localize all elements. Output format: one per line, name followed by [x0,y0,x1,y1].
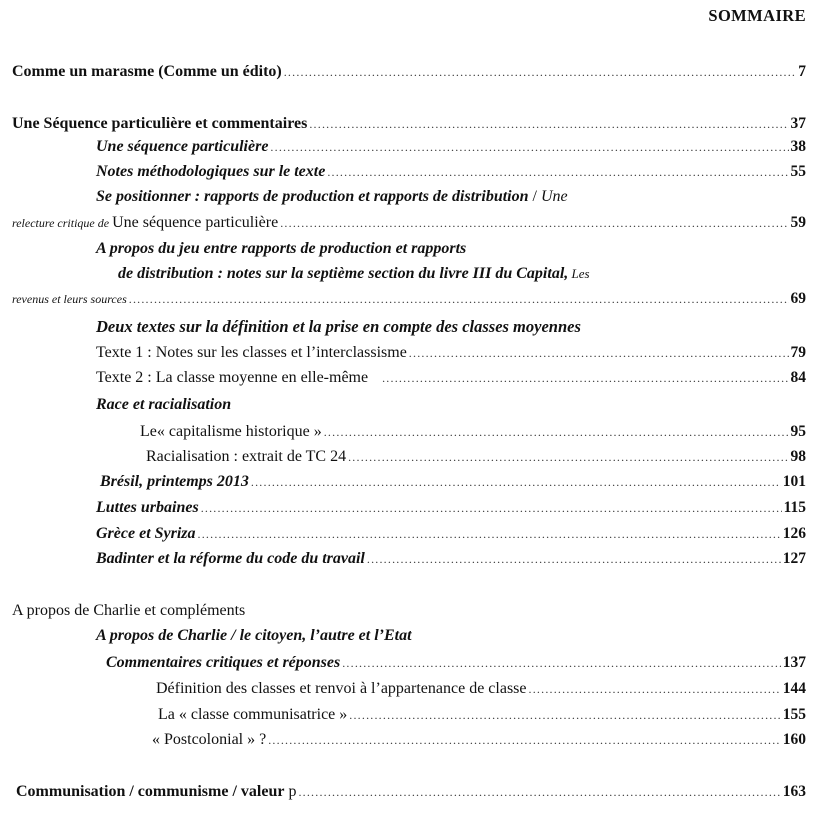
toc-entry-bresil[interactable] [100,470,806,494]
toc-page-number: 144 [782,680,806,697]
toc-entry-commentaires-critiques[interactable] [106,651,806,675]
toc-entry-communisation[interactable] [16,780,806,804]
toc-entry-title: A propos de Charlie et compléments [12,602,246,619]
toc-entry-title: Comme un marasme (Comme un édito) [12,63,282,80]
toc-entry-sequence-particuliere[interactable] [96,135,806,159]
toc-page-number: 127 [782,550,806,567]
toc-entry-title: Grèce et Syriza [96,525,196,542]
dot-leader [201,496,782,520]
toc-entry-title: Définition des classes et renvoi à l’appartenance de classe [156,680,527,697]
toc-entry-a-propos-jeu-line3[interactable] [12,287,806,311]
toc-entry-title: Badinter et la réforme du code du travail [96,550,365,567]
dot-leader [382,366,788,390]
toc-page-number: 79 [790,344,806,361]
toc-entry-postcolonial[interactable] [152,728,806,752]
toc-entry-notes-methodologiques[interactable] [96,160,806,184]
dot-leader [270,135,788,159]
toc-entry-sequence-commentaires[interactable] [12,112,806,136]
dot-leader [298,780,780,804]
toc-entry-title-continuation: Une [540,188,568,205]
toc-entry-marasme[interactable] [12,60,806,84]
toc-entry-se-positionner-line2[interactable] [12,211,806,235]
separator-slash: / [528,188,541,205]
toc-entry-race-racialisation[interactable] [96,393,806,417]
toc-entry-texte-2[interactable] [96,366,806,390]
dot-leader [367,547,781,571]
dot-leader [324,420,789,444]
toc-entry-luttes-urbaines[interactable] [96,496,806,520]
dot-leader [198,522,781,546]
toc-entry-racialisation-extrait[interactable] [146,445,806,469]
toc-entry-title: Se positionner : rapports de production et rapports de distribution [96,188,529,205]
dot-leader [268,728,781,752]
toc-entry-texte-1[interactable] [96,341,806,365]
toc-entry-definition-classes[interactable] [156,677,806,701]
toc-page-number: 115 [783,499,806,516]
toc-page-number: 7 [798,63,806,80]
dot-leader [342,651,781,675]
toc-entry-title: « Postcolonial » ? [152,731,267,748]
toc-entry-deux-textes[interactable] [96,315,806,339]
toc-page-number: 137 [782,654,806,671]
toc-page-number: 160 [782,731,806,748]
toc-entry-capitalisme-historique[interactable] [140,420,806,444]
toc-entry-title: Commentaires critiques et réponses [106,654,341,671]
toc-entry-title: Luttes urbaines [96,499,199,516]
toc-page-number: 126 [782,525,806,542]
toc-entry-title-continuation: de distribution : notes sur la septième section du livre III du Capital, [118,265,569,282]
toc-entry-title: Texte 1 : Notes sur les classes et l’interclassisme [96,344,407,361]
dot-leader [251,470,781,494]
toc-entry-title: Une séquence particulière [96,138,269,155]
toc-page-number: 101 [782,473,806,490]
toc-entry-badinter[interactable] [96,547,806,571]
toc-entry-title: Le« capitalisme historique » [140,423,322,440]
toc-entry-subtitle-title: Une séquence particulière [112,214,279,231]
toc-entry-grece-syriza[interactable] [96,522,806,546]
toc-page-number: 59 [790,214,806,231]
dot-leader [327,160,788,184]
toc-entry-a-propos-jeu-line2[interactable] [118,262,806,286]
toc-entry-title: Communisation / communisme / valeur [16,783,285,800]
toc-entry-title: Deux textes sur la définition et la prise en compte des classes moyennes [96,317,581,336]
toc-entry-subtitle: relecture critique de [12,216,113,230]
toc-entry-classe-communisatrice[interactable] [158,703,806,727]
toc-page-number: 55 [790,163,806,180]
toc-page-number: 84 [790,369,806,386]
toc-entry-title: Texte 2 : La classe moyenne en elle-même [96,369,369,386]
dot-leader [529,677,781,701]
toc-entry-title: A propos de Charlie / le citoyen, l’autre et l’Etat [96,627,412,644]
toc-page-number: 37 [790,115,806,132]
toc-page-number: 69 [790,290,806,307]
toc-entry-title: Racialisation : extrait de TC 24 [146,448,347,465]
toc-entry-title-tail: p [284,783,297,800]
toc-entry-title: A propos du jeu entre rapports de production et rapports [96,240,467,257]
dot-leader [349,703,780,727]
toc-entry-a-propos-jeu-line1[interactable] [96,237,806,261]
toc-entry-title: La « classe communisatrice » [158,706,348,723]
toc-entry-title: Notes méthodologiques sur le texte [96,163,326,180]
dot-leader [348,445,788,469]
dot-leader [409,341,789,365]
toc-page-number: 155 [782,706,806,723]
dot-leader [129,287,789,311]
toc-entry-title: Une Séquence particulière et commentaires [12,115,308,132]
toc-page-number: 38 [790,138,806,155]
toc-entry-charlie-complements[interactable] [12,599,806,623]
toc-entry-title: Race et racialisation [96,396,232,413]
toc-entry-se-positionner-line1[interactable] [96,185,806,209]
toc-page-number: 163 [782,783,806,800]
toc-page-number: 98 [790,448,806,465]
dot-leader [284,60,797,84]
dot-leader [309,112,788,136]
toc-entry-title: Brésil, printemps 2013 [100,473,249,490]
page-title: SOMMAIRE [708,6,806,25]
toc-entry-subtitle: revenus et leurs sources [12,292,127,306]
toc-entry-subtitle: Les [568,266,590,281]
toc-entry-a-propos-charlie[interactable] [96,624,806,648]
dot-leader [280,211,788,235]
toc-page-number: 95 [790,423,806,440]
